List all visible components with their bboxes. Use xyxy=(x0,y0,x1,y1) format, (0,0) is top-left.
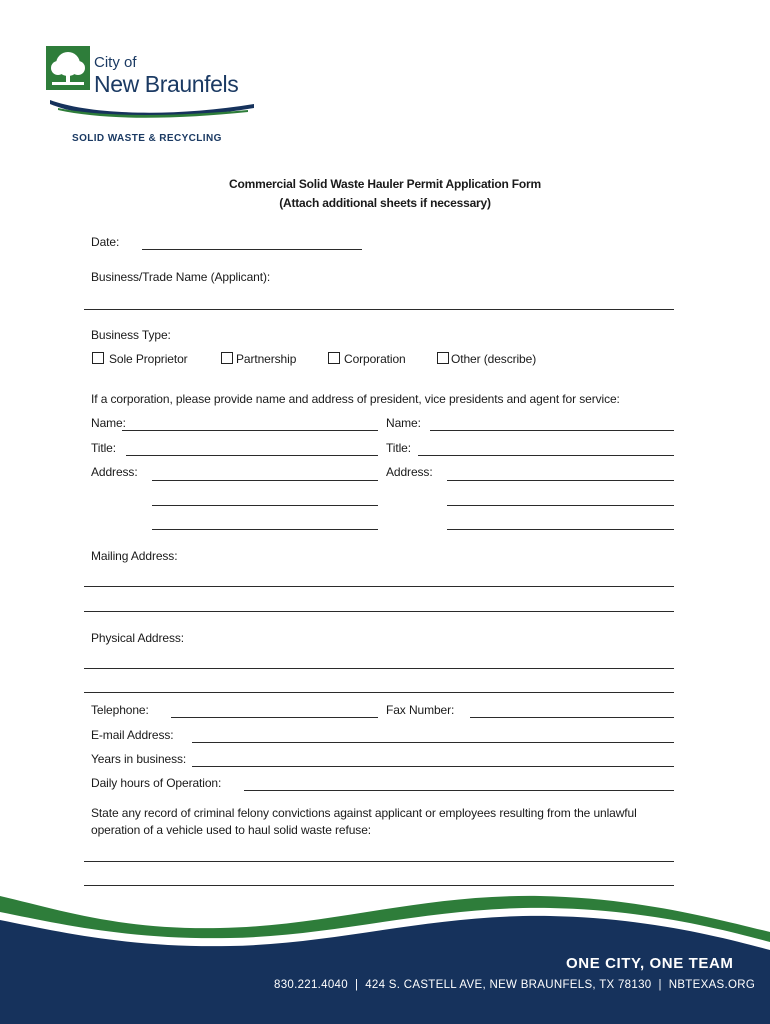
sole-proprietor-checkbox[interactable] xyxy=(92,352,104,364)
years-label: Years in business: xyxy=(91,752,187,766)
business-name-label: Business/Trade Name (Applicant): xyxy=(91,270,271,284)
officer-title-label-right: Title: xyxy=(386,441,411,455)
officer-title-label-left: Title: xyxy=(91,441,116,455)
officer-address-field-right-3[interactable] xyxy=(447,529,674,530)
date-field[interactable] xyxy=(142,249,362,250)
criminal-record-line-2: operation of a vehicle used to haul solid waste refuse: xyxy=(91,823,372,837)
officer-name-label-right: Name: xyxy=(386,416,421,430)
officer-address-label-left: Address: xyxy=(91,465,138,479)
date-label: Date: xyxy=(91,235,120,249)
mailing-address-label: Mailing Address: xyxy=(91,549,178,563)
officer-address-label-right: Address: xyxy=(386,465,433,479)
mailing-address-field-1[interactable] xyxy=(84,586,674,587)
officer-title-field-right[interactable] xyxy=(418,455,674,456)
officer-name-label-left: Name: xyxy=(91,416,126,430)
criminal-record-field-2[interactable] xyxy=(84,885,674,886)
footer-contact: 830.221.4040 | 424 S. CASTELL AVE, NEW BRAUNFELS, TX 78130 | NBTEXAS.ORG xyxy=(274,979,756,991)
physical-address-label: Physical Address: xyxy=(91,631,185,645)
city-logo xyxy=(44,44,264,124)
business-type-label: Business Type: xyxy=(91,328,171,342)
criminal-record-field-1[interactable] xyxy=(84,861,674,862)
other-checkbox[interactable] xyxy=(437,352,449,364)
physical-address-field-2[interactable] xyxy=(84,692,674,693)
physical-address-field-1[interactable] xyxy=(84,668,674,669)
fax-label: Fax Number: xyxy=(386,703,455,717)
partnership-label: Partnership xyxy=(236,352,297,366)
hours-label: Daily hours of Operation: xyxy=(91,776,222,790)
logo-swoosh xyxy=(48,96,258,120)
tree-icon xyxy=(44,44,92,94)
officer-name-field-right[interactable] xyxy=(430,430,674,431)
officer-name-field-left[interactable] xyxy=(122,430,378,431)
email-field[interactable] xyxy=(192,742,674,743)
officer-address-field-right-2[interactable] xyxy=(447,505,674,506)
business-name-field[interactable] xyxy=(84,309,674,310)
years-field[interactable] xyxy=(192,766,674,767)
corporation-checkbox[interactable] xyxy=(328,352,340,364)
telephone-field[interactable] xyxy=(171,717,378,718)
logo-city-name: New Braunfels xyxy=(94,71,239,97)
sole-proprietor-label: Sole Proprietor xyxy=(109,352,188,366)
form-title: Commercial Solid Waste Hauler Permit Application Form xyxy=(229,177,541,191)
logo-department: SOLID WASTE & RECYCLING xyxy=(72,133,222,144)
partnership-checkbox[interactable] xyxy=(221,352,233,364)
telephone-label: Telephone: xyxy=(91,703,149,717)
logo-city-of: City of xyxy=(94,54,137,71)
footer-slogan: ONE CITY, ONE TEAM xyxy=(566,955,734,972)
mailing-address-field-2[interactable] xyxy=(84,611,674,612)
officer-address-field-left-1[interactable] xyxy=(152,480,378,481)
officer-address-field-right-1[interactable] xyxy=(447,480,674,481)
officer-address-field-left-3[interactable] xyxy=(152,529,378,530)
fax-field[interactable] xyxy=(470,717,674,718)
form-subtitle: (Attach additional sheets if necessary) xyxy=(279,196,491,210)
email-label: E-mail Address: xyxy=(91,728,174,742)
officer-title-field-left[interactable] xyxy=(126,455,378,456)
officer-address-field-left-2[interactable] xyxy=(152,505,378,506)
corporation-label: Corporation xyxy=(344,352,406,366)
corporation-note: If a corporation, please provide name and address of president, vice presidents and agent for service: xyxy=(91,392,620,406)
criminal-record-line-1: State any record of criminal felony convictions against applicant or employees resulting from the unlawful xyxy=(91,806,637,820)
hours-field[interactable] xyxy=(244,790,674,791)
other-label: Other (describe) xyxy=(451,352,537,366)
